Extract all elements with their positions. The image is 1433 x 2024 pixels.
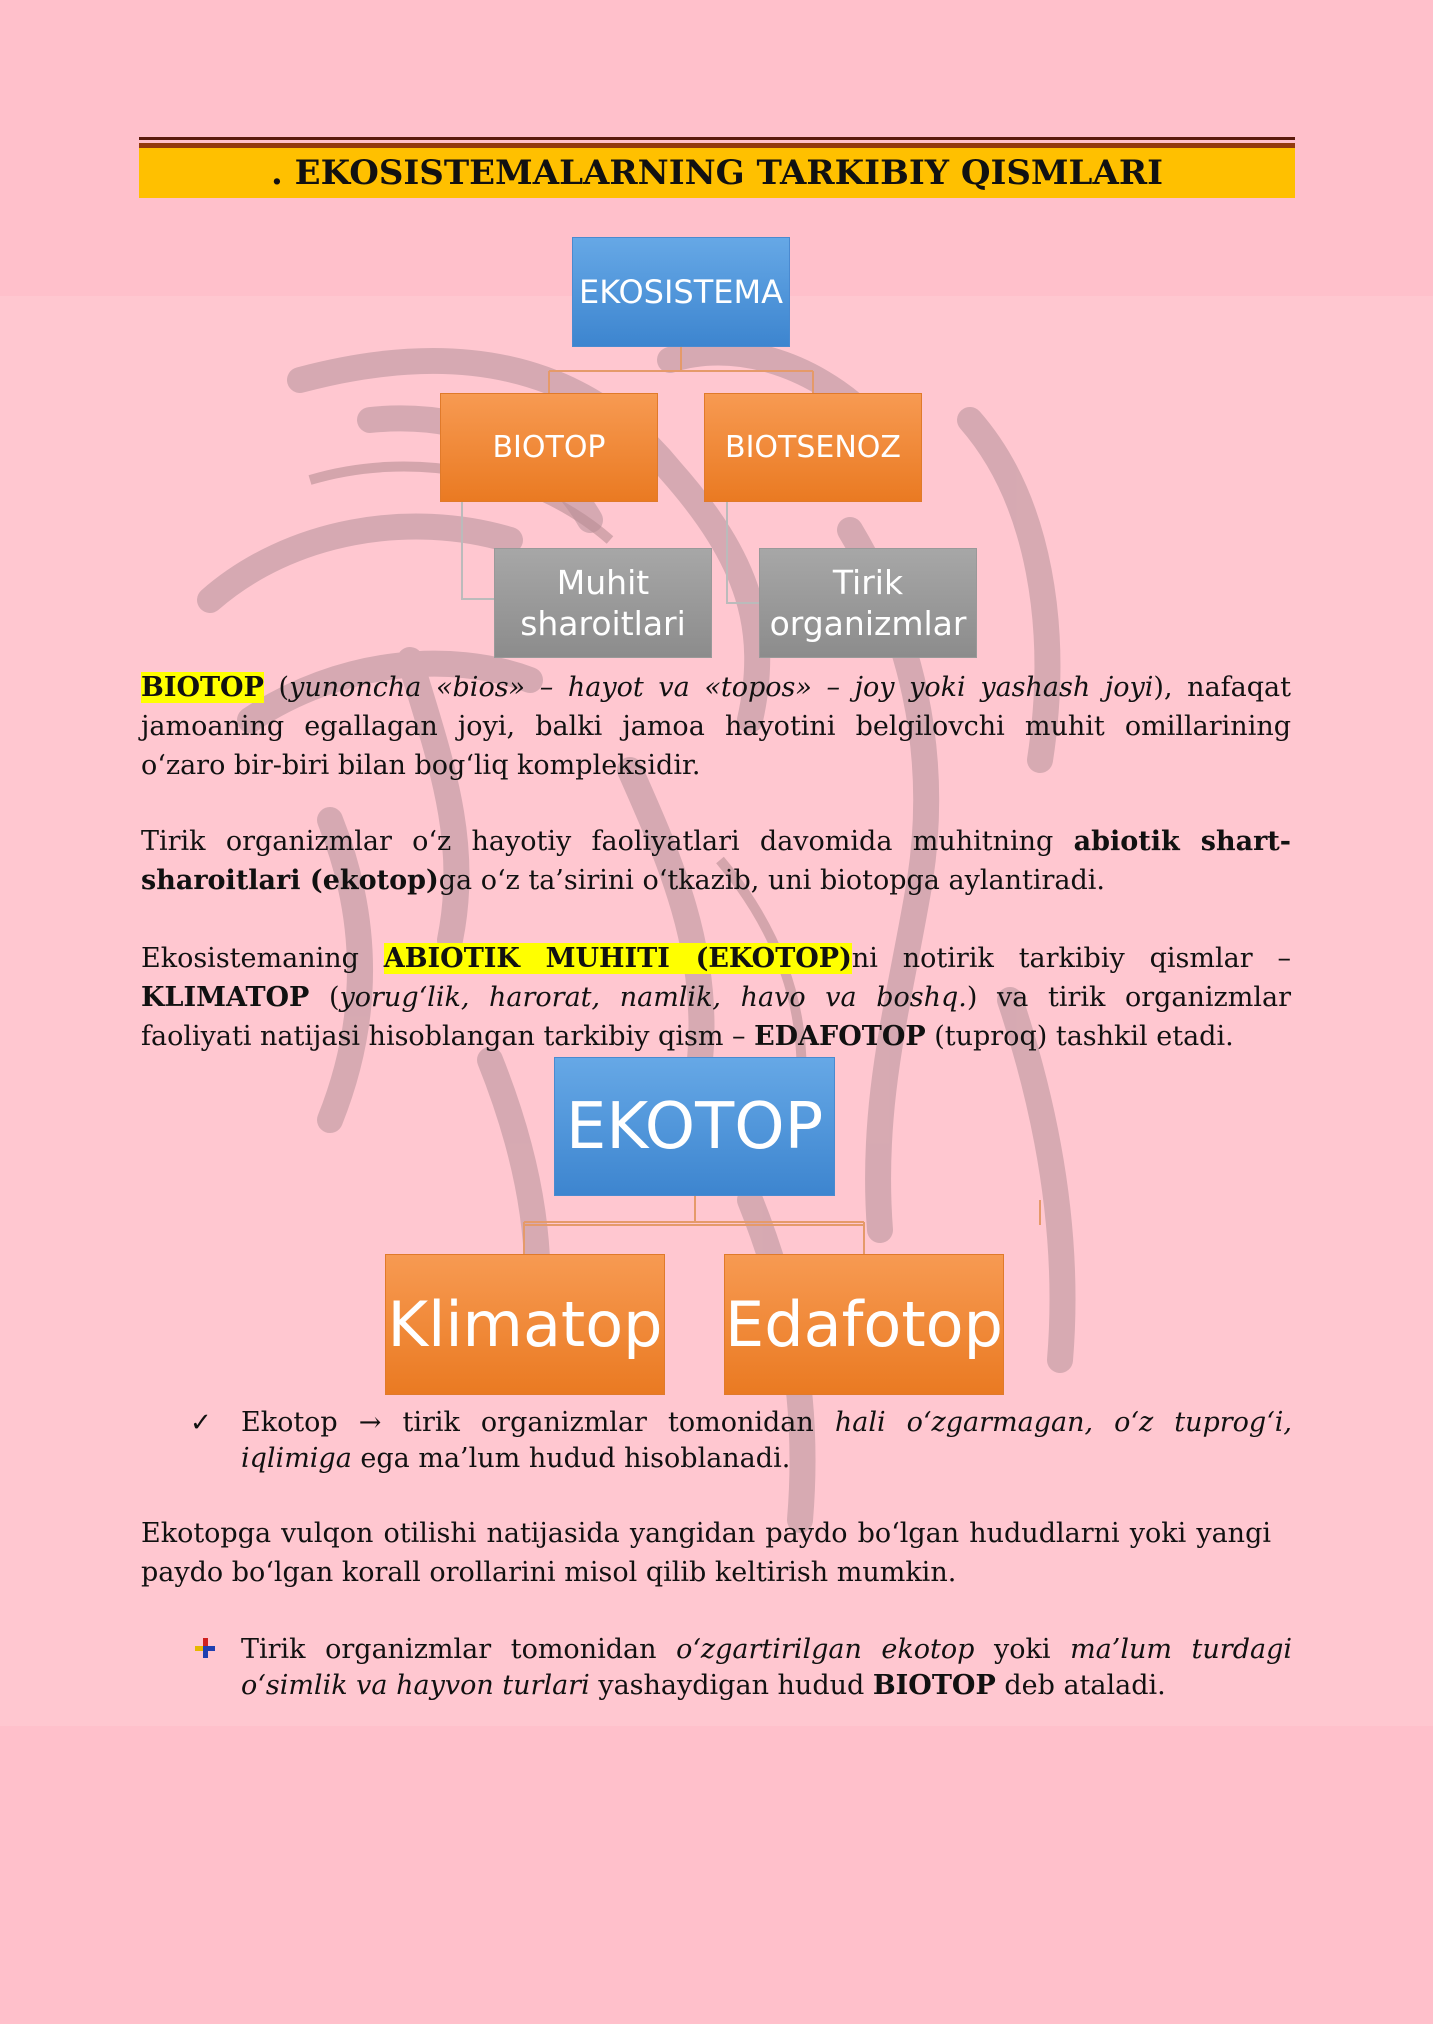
p1-rest: ), nafaqat jamoaning egallagan joyi, balki jamoa hayotini belgilovchi muhit omillarining o‘zaro bir-biri bilan bog‘liq kompleksidir. [141,672,1291,781]
p3-klimatop-examples: yorug‘lik, harorat, namlik, havo va boshq. [339,982,967,1013]
p2-c: ga o‘z ta’sirini o‘tkazib, uni biotopga aylantiradi. [438,865,1105,896]
term-edafotop: EDAFOTOP [754,1021,926,1052]
diagram1-node-biotop [440,393,658,502]
diagram1-node-biotsenoz [704,393,922,502]
diagram2-root-ekotop [554,1057,835,1196]
page-band-bottom [0,1726,1433,2024]
b1-b: tirik organizmlar tomonidan [381,1407,835,1438]
b2-a: Tirik organizmlar tomonidan [241,1634,677,1665]
cross-bullet-icon [190,1636,220,1660]
diagram1-root-label: EKOSISTEMA [579,273,783,311]
b1-a: Ekotop [241,1407,359,1438]
paragraph-ekotop-examples [141,1514,1271,1592]
checkmark-icon: ✓ [190,1408,212,1438]
bullet-ekotop-definition [190,1405,1292,1477]
diagram1-left-child-label: Muhit sharoitlari [520,563,686,643]
term-abiotik-muhiti: ABIOTIK MUHITI (EKOTOP) [383,943,852,974]
diagram1-right-label: BIOTSENOZ [725,430,901,465]
b1-d: ega ma’lum hudud hisoblanadi. [351,1443,791,1474]
p1-etymology: yunoncha «bios» – hayot va «topos» – joy yoki yashash joyi [289,672,1154,703]
diagram1-left-label: BIOTOP [492,430,606,465]
p4-text: Ekotopga vulqon otilishi natijasida yangidan paydo bo‘lgan hududlarni yoki yangi paydo bo‘lgan korall orollarini misol qilib keltirish mumkin. [141,1518,1271,1588]
p2-bold: abiotik shart-sharoitlari (ekotop) [141,826,1291,896]
paragraph-biotop-definition [141,668,1291,785]
term-klimatop: KLIMATOP [141,982,310,1013]
b2-e: yashaydigan hudud [589,1670,873,1701]
arrow-right-icon: → [358,1407,382,1438]
p3-a: Ekosistemaning [141,943,384,974]
diagram1-node-muhit-sharoitlari [494,548,712,658]
p3-c: ( [309,982,340,1013]
p3-e: (tuproq) tashkil etadi. [925,1021,1234,1052]
diagram2-root-label: EKOTOP [565,1089,824,1164]
p3-b: ni notirik tarkibiy qismlar – [851,943,1291,974]
b2-d: ma’lum turdagi o‘simlik va hayvon turlari [241,1634,1292,1701]
p2-a: Tirik organizmlar o‘z hayotiy faoliyatlari davomida muhitning [141,826,1074,857]
diagram2-left-label: Klimatop [387,1288,663,1361]
page-title: . EKOSISTEMALARNING TARKIBIY QISMLARI [270,153,1163,193]
paragraph-abiotik [141,822,1291,900]
b1-c: hali o‘zgarmagan, o‘z tuprog‘i, iqlimiga [241,1407,1292,1474]
diagram1-node-tirik-organizmlar [759,548,977,658]
b2-c: yoki [974,1634,1071,1665]
diagram2-right-label: Edafotop [725,1288,1003,1361]
diagram2-node-edafotop [724,1254,1004,1395]
term-biotop: BIOTOP [141,672,264,703]
title-bar [139,148,1295,198]
p3-d: ) va tirik organizmlar faoliyati natijasi hisoblangan tarkibiy qism – [141,982,1292,1052]
p1-open: ( [263,672,290,703]
b2-b: o‘zgartirilgan ekotop [676,1634,975,1665]
bullet-biotop-definition [190,1632,1292,1704]
diagram1-right-child-label: Tirik organizmlar [769,563,967,643]
b2-g: deb ataladi. [995,1670,1166,1701]
paragraph-ekotop-composition [141,939,1291,1056]
diagram2-node-klimatop [385,1254,665,1395]
diagram1-root-ekosistema [572,237,790,347]
b2-term-biotop: BIOTOP [872,1670,996,1701]
